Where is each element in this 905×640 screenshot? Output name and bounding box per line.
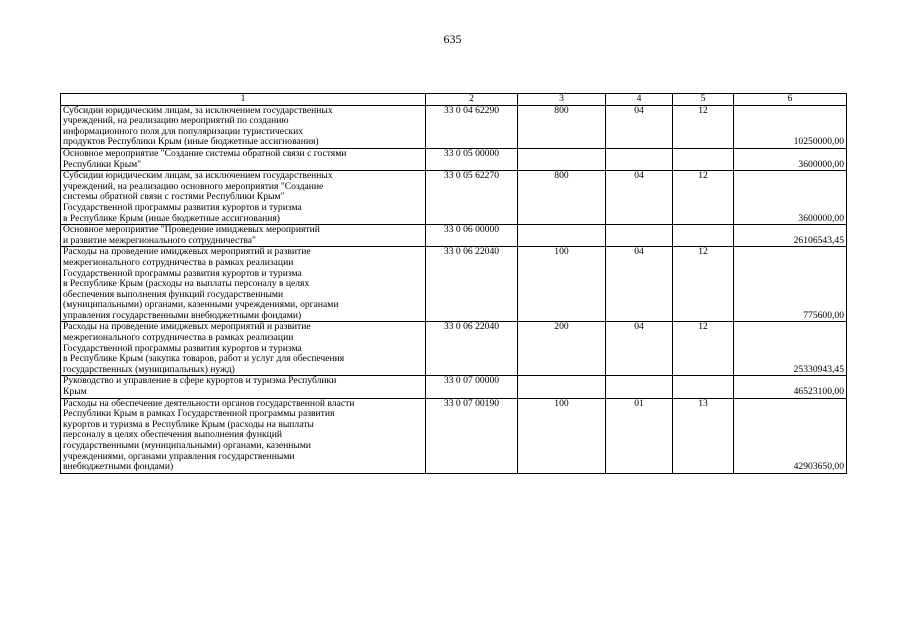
row-expense-type-cell: 800 — [518, 105, 606, 148]
row-name-cell: Расходы на обеспечение деятельности органов государственной власти Республики Крым в рамках Государственной программы развития курортов и туризма в Республике Крым (расходы на выплаты персоналу в целях обеспечения выполнения функций государственными (муниципальными) органами, казенными учреждениями, органами управления государственными внебюджетными фондами) — [61, 398, 426, 473]
row-code-cell: 33 0 04 62290 — [426, 105, 518, 148]
header-cell: 4 — [606, 94, 673, 106]
row-name-cell: Субсидии юридическим лицам, за исключением государственных учреждений, на реализацию мероприятий по созданию информационного поля для популяризации туристических продуктов Республики Крым (иные бюджетные ассигнования) — [61, 105, 426, 148]
row-subsection-cell — [673, 376, 734, 398]
table-row — [61, 247, 847, 322]
row-code-cell: 33 0 07 00000 — [426, 376, 518, 398]
page-number: 635 — [443, 32, 462, 46]
row-name-cell: Руководство и управление в сфере курортов и туризма Республики Крым — [61, 376, 426, 398]
row-sum-cell: 10250000,00 — [734, 105, 847, 148]
row-subsection-cell: 12 — [673, 171, 734, 225]
row-expense-type-cell: 200 — [518, 322, 606, 376]
row-subsection-cell: 12 — [673, 105, 734, 148]
row-code-cell: 33 0 05 00000 — [426, 148, 518, 170]
row-subsection-cell — [673, 148, 734, 170]
row-expense-type-cell — [518, 225, 606, 247]
row-expense-type-cell: 100 — [518, 247, 606, 322]
row-code-cell: 33 0 07 00190 — [426, 398, 518, 473]
row-sum-cell: 46523100,00 — [734, 376, 847, 398]
row-section-cell — [606, 225, 673, 247]
row-code-cell: 33 0 06 22040 — [426, 247, 518, 322]
row-name-cell: Расходы на проведение имиджевых мероприятий и развитие межрегионального сотрудничества в рамках реализации Государственной программы развития курортов и туризма в Республике Крым (расходы на выплаты персоналу в целях обеспечения выполнения функций государственными (муниципальными) органами, казенными учреждениями, органами управления государственными внебюджетными фондами) — [61, 247, 426, 322]
row-name-cell: Основное мероприятие "Создание системы обратной связи с гостями Республики Крым" — [61, 148, 426, 170]
row-expense-type-cell: 100 — [518, 398, 606, 473]
row-subsection-cell — [673, 225, 734, 247]
row-sum-cell: 775600,00 — [734, 247, 847, 322]
header-cell: 3 — [518, 94, 606, 106]
row-section-cell: 04 — [606, 247, 673, 322]
header-cell: 6 — [734, 94, 847, 106]
header-cell: 1 — [61, 94, 426, 106]
table-row — [61, 398, 847, 473]
row-subsection-cell: 12 — [673, 247, 734, 322]
table-row — [61, 171, 847, 225]
row-name-cell: Субсидии юридическим лицам, за исключением государственных учреждений, на реализацию основного мероприятия "Создание системы обратной связи с гостями Республики Крым" Государственной программы развития курортов и туризма в Республике Крым (иные бюджетные ассигнования) — [61, 171, 426, 225]
table-row — [61, 225, 847, 247]
row-code-cell: 33 0 06 00000 — [426, 225, 518, 247]
row-code-cell: 33 0 06 22040 — [426, 322, 518, 376]
row-name-cell: Основное мероприятие "Проведение имиджевых мероприятий и развитие межрегионального сотрудничества" — [61, 225, 426, 247]
row-section-cell: 04 — [606, 171, 673, 225]
header-cell: 5 — [673, 94, 734, 106]
budget-table — [60, 93, 847, 474]
row-name-cell: Расходы на проведение имиджевых мероприятий и развитие межрегионального сотрудничества в рамках реализации Государственной программы развития курортов и туризма в Республике Крым (закупка товаров, работ и услуг для обеспечения государственных (муниципальных) нужд) — [61, 322, 426, 376]
table-row — [61, 105, 847, 148]
row-sum-cell: 26106543,45 — [734, 225, 847, 247]
row-code-cell: 33 0 05 62270 — [426, 171, 518, 225]
row-expense-type-cell — [518, 148, 606, 170]
header-cell: 2 — [426, 94, 518, 106]
row-subsection-cell: 13 — [673, 398, 734, 473]
table-header-row — [61, 94, 847, 106]
row-expense-type-cell — [518, 376, 606, 398]
row-sum-cell: 42903650,00 — [734, 398, 847, 473]
row-expense-type-cell: 800 — [518, 171, 606, 225]
row-section-cell — [606, 148, 673, 170]
row-sum-cell: 25330943,45 — [734, 322, 847, 376]
row-section-cell — [606, 376, 673, 398]
table-row — [61, 322, 847, 376]
row-section-cell: 01 — [606, 398, 673, 473]
table-row — [61, 148, 847, 170]
row-sum-cell: 3600000,00 — [734, 171, 847, 225]
row-section-cell: 04 — [606, 322, 673, 376]
table-row — [61, 376, 847, 398]
row-section-cell: 04 — [606, 105, 673, 148]
row-subsection-cell: 12 — [673, 322, 734, 376]
row-sum-cell: 3600000,00 — [734, 148, 847, 170]
